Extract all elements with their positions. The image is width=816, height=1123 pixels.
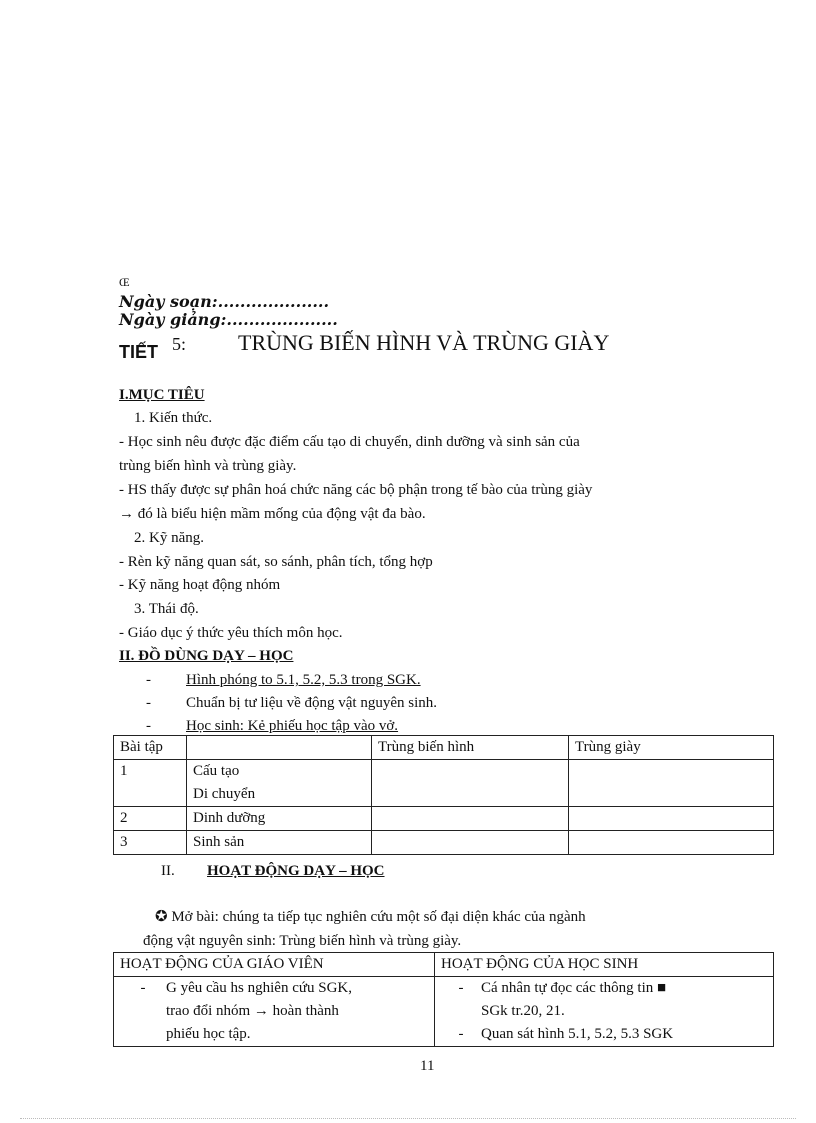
table-header-row	[114, 953, 774, 977]
table-cell	[569, 831, 774, 855]
header-mark: Œ	[119, 275, 130, 289]
table-header: HOẠT ĐỘNG CỦA HỌC SINH	[435, 953, 774, 977]
table-header: Trùng giày	[569, 736, 774, 760]
table-cell	[372, 807, 569, 831]
list-item: - Hình phóng to 5.1, 5.2, 5.3 trong SGK.	[146, 672, 421, 688]
ngay-soan: Ngày soạn:....................	[119, 292, 330, 311]
text-line: Quan sát hình 5.1, 5.2, 5.3 SGK	[481, 1026, 674, 1042]
student-activity-cell	[435, 977, 774, 1047]
teacher-activity-text	[166, 977, 352, 1046]
table-cell: 3	[114, 831, 187, 855]
tiet-number: 5:	[172, 334, 187, 354]
student-activity-item: - Quan sát hình 5.1, 5.2, 5.3 SGK	[441, 1023, 767, 1046]
list-item-text: Học sinh: Kẻ phiếu học tập vào vở.	[186, 718, 399, 734]
list-item: - Học sinh: Kẻ phiếu học tập vào vở.	[146, 718, 399, 734]
table-cell	[569, 760, 774, 807]
table-cell-line: Cấu tạo	[193, 763, 240, 779]
table-header: Trùng biến hình	[372, 736, 569, 760]
text-line: Cá nhân tự đọc các thông tin ■	[481, 980, 667, 996]
teacher-activity-item: - G yêu cầu hs nghiên cứu SGK, trao đổi nhóm → hoàn thành phiếu học tập.	[120, 977, 428, 1046]
page-title: TRÙNG BIẾN HÌNH VÀ TRÙNG GIÀY	[238, 330, 610, 355]
text-line: G yêu cầu hs nghiên cứu SGK,	[166, 980, 353, 996]
table-cell	[187, 760, 372, 807]
text-line: - Kỹ năng hoạt động nhóm	[119, 577, 281, 593]
table-row	[114, 977, 774, 1047]
text-line: - Giáo dục ý thức yêu thích môn học.	[119, 625, 343, 641]
table-cell: 1	[114, 760, 187, 807]
subheading-ky-nang: 2. Kỹ năng.	[134, 530, 204, 546]
subheading-thai-do: 3. Thái độ.	[134, 601, 199, 617]
page-number: 11	[420, 1058, 435, 1074]
intro-line: động vật nguyên sinh: Trùng biến hình và trùng giày.	[143, 933, 462, 949]
text-line: phiếu học tập.	[166, 1026, 251, 1042]
text-line: → đó là biểu hiện mầm mống của động vật đa bào.	[119, 506, 426, 522]
text-line: trao đổi nhóm → hoàn thành	[166, 1003, 339, 1019]
table-row	[114, 760, 774, 807]
text-line: - Học sinh nêu được đặc điểm cấu tạo di chuyển, dinh dưỡng và sinh sản của	[119, 434, 580, 450]
intro-text: Mở bài: chúng ta tiếp tục nghiên cứu một số đại diện khác của ngành	[171, 909, 586, 925]
list-item-text: Chuẩn bị tư liệu về động vật nguyên sinh.	[186, 695, 438, 711]
activity-table	[113, 952, 774, 1047]
table-row	[114, 807, 774, 831]
page-break-line	[20, 1118, 796, 1119]
table-cell	[372, 831, 569, 855]
table-header: HOẠT ĐỘNG CỦA GIÁO VIÊN	[114, 953, 435, 977]
section3-heading: HOẠT ĐỘNG DẠY – HỌC	[207, 863, 385, 879]
teacher-activity-cell	[114, 977, 435, 1047]
section3-number: II.	[161, 863, 175, 879]
ngay-giang: Ngày giảng:....................	[119, 310, 338, 329]
text-line: - HS thấy được sự phân hoá chức năng các bộ phận trong tế bào của trùng giày	[119, 482, 593, 498]
intro-line	[155, 905, 586, 929]
star-bullet-icon: ✪	[155, 909, 168, 925]
table-cell	[372, 760, 569, 807]
worksheet-table	[113, 735, 774, 855]
table-cell	[569, 807, 774, 831]
table-row	[114, 831, 774, 855]
table-cell: 2	[114, 807, 187, 831]
table-cell: Sinh sản	[187, 831, 372, 855]
tiet-label: TIẾT	[119, 342, 158, 362]
table-header: Bài tập	[114, 736, 187, 760]
table-header-row	[114, 736, 774, 760]
subheading-kien-thuc: 1. Kiến thức.	[134, 410, 213, 426]
list-item: - Chuẩn bị tư liệu về động vật nguyên sinh.	[146, 695, 438, 711]
table-cell: Dinh dưỡng	[187, 807, 372, 831]
list-item-text: Hình phóng to 5.1, 5.2, 5.3 trong SGK.	[186, 672, 421, 688]
table-cell-line: Di chuyển	[193, 786, 256, 802]
section1-heading: I.MỤC TIÊU	[119, 387, 205, 403]
text-line: trùng biến hình và trùng giày.	[119, 458, 297, 474]
text-line: - Rèn kỹ năng quan sát, so sánh, phân tích, tổng hợp	[119, 554, 433, 570]
text-line: SGk tr.20, 21.	[481, 1003, 565, 1019]
student-activity-item: - Cá nhân tự đọc các thông tin ■ SGk tr.20, 21.	[441, 977, 767, 1023]
section2-heading: II. ĐỒ DÙNG DẠY – HỌC	[119, 648, 294, 664]
student-activity-text	[481, 977, 666, 1023]
table-header	[187, 736, 372, 760]
